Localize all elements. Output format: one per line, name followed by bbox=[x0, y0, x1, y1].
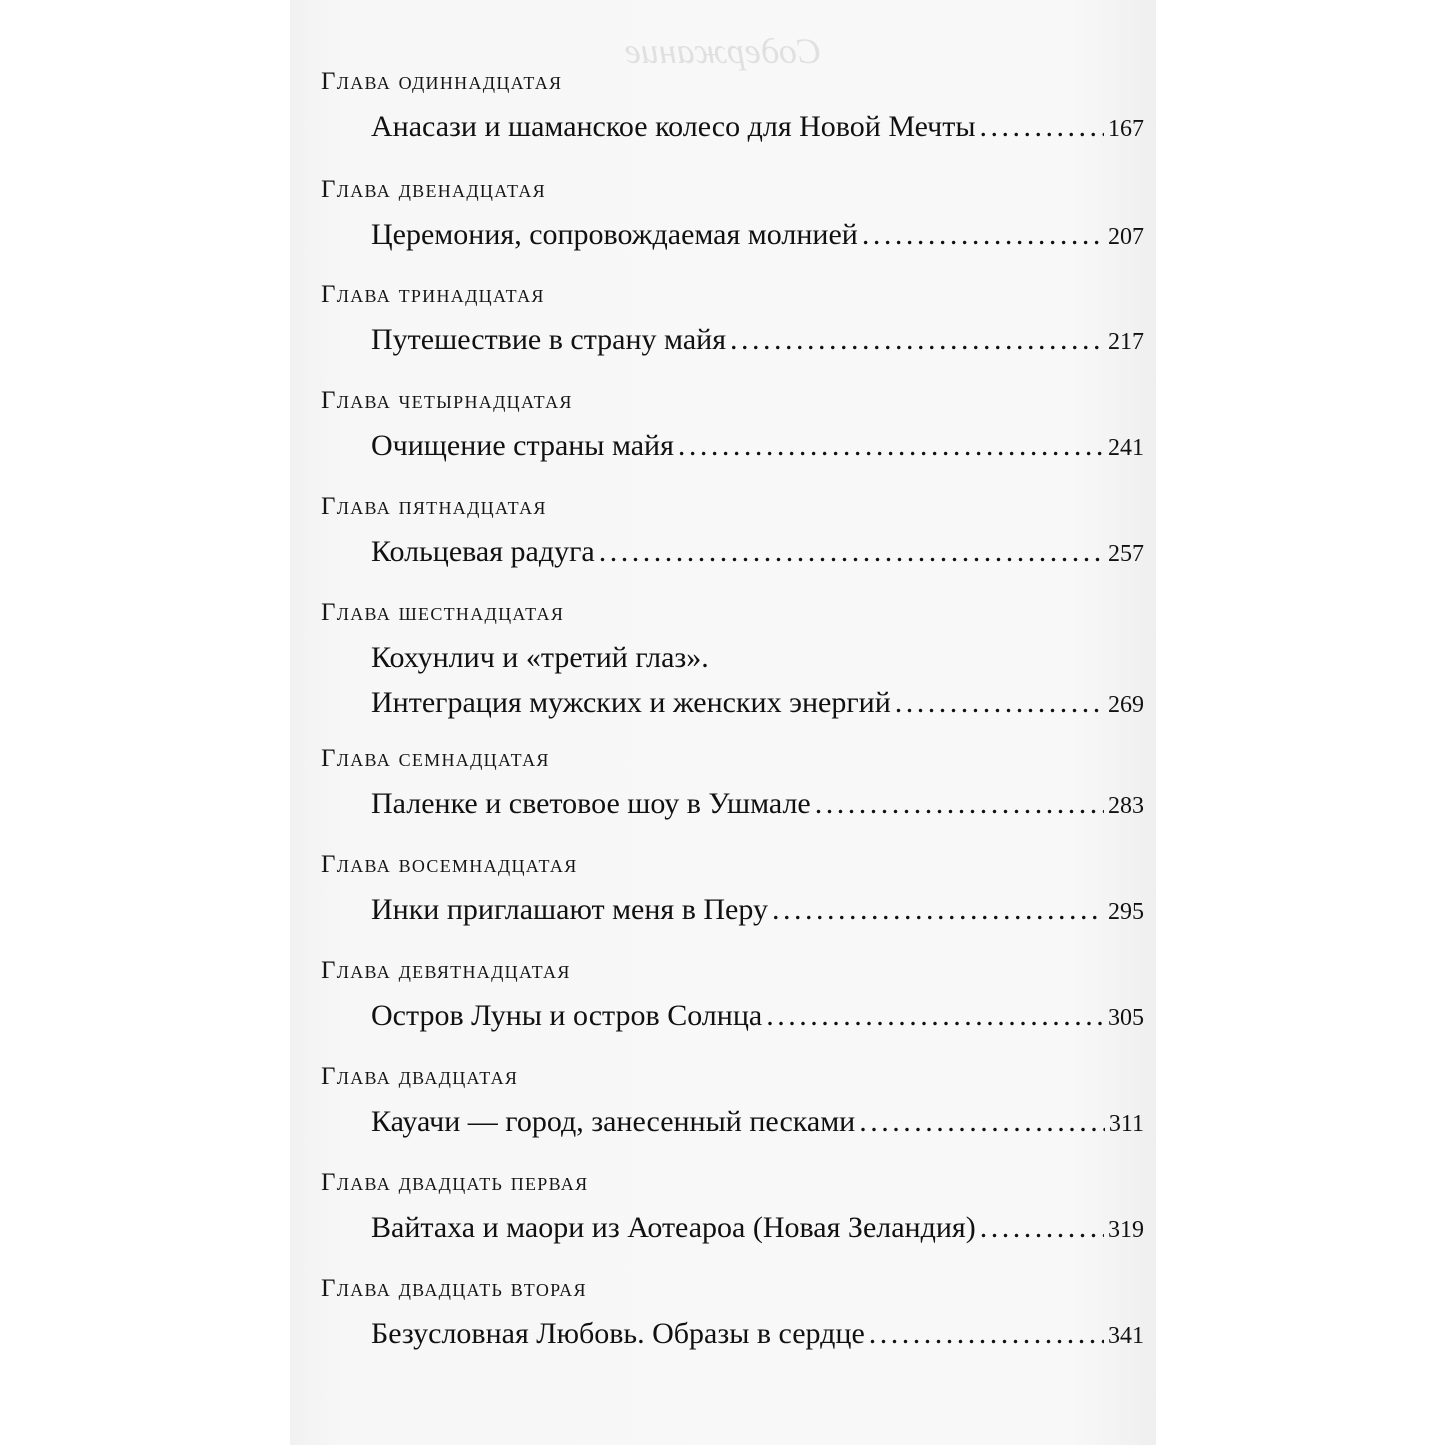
toc-entry bbox=[371, 1105, 1144, 1139]
toc-entry bbox=[371, 218, 1144, 252]
page-number: 167 bbox=[1108, 116, 1144, 142]
chapter-title: Анасази и шаманское колесо для Новой Мечты bbox=[371, 110, 976, 143]
page-number: 283 bbox=[1108, 793, 1144, 819]
chapter-heading: Глава пятнадцатая bbox=[321, 493, 547, 520]
dot-leader bbox=[980, 1211, 1104, 1245]
dot-leader bbox=[895, 686, 1104, 720]
chapter-heading: Глава двадцать первая bbox=[321, 1169, 589, 1196]
page-number: 295 bbox=[1108, 899, 1144, 925]
chapter-heading: Глава двадцать вторая bbox=[321, 1275, 587, 1302]
page-number: 305 bbox=[1108, 1005, 1144, 1031]
chapter-title: Паленке и световое шоу в Ушмале bbox=[371, 787, 811, 820]
dot-leader bbox=[869, 1317, 1104, 1351]
chapter-title: Инки приглашают меня в Перу bbox=[371, 893, 768, 926]
page-number: 319 bbox=[1108, 1217, 1144, 1243]
chapter-title: Кауачи — город, занесенный песками bbox=[371, 1105, 856, 1138]
chapter-heading: Глава восемнадцатая bbox=[321, 851, 578, 878]
toc-entry bbox=[371, 1211, 1144, 1245]
toc-entry bbox=[371, 535, 1144, 569]
book-page bbox=[290, 0, 1156, 1445]
chapter-title: Кохунлич и «третий глаз». bbox=[371, 641, 709, 674]
toc-entry bbox=[371, 641, 1144, 675]
dot-leader bbox=[772, 893, 1104, 927]
dot-leader bbox=[859, 1105, 1105, 1139]
dot-leader bbox=[730, 323, 1104, 357]
toc-entry bbox=[371, 999, 1144, 1033]
chapter-heading: Глава шестнадцатая bbox=[321, 599, 565, 626]
dot-leader bbox=[766, 999, 1104, 1033]
toc-entry bbox=[371, 893, 1144, 927]
chapter-heading: Глава четырнадцатая bbox=[321, 387, 573, 414]
chapter-title: Безусловная Любовь. Образы в сердце bbox=[371, 1317, 865, 1350]
toc-entry bbox=[371, 787, 1144, 821]
chapter-heading: Глава двадцатая bbox=[321, 1063, 519, 1090]
bleed-through-title: Содержание bbox=[624, 31, 822, 71]
chapter-title: Остров Луны и остров Солнца bbox=[371, 999, 763, 1032]
page-number: 241 bbox=[1108, 435, 1144, 461]
page-number: 207 bbox=[1108, 224, 1144, 250]
toc-entry bbox=[371, 1317, 1144, 1351]
page-number: 311 bbox=[1108, 1111, 1144, 1137]
dot-leader bbox=[815, 787, 1104, 821]
chapter-heading: Глава одиннадцатая bbox=[321, 68, 563, 95]
dot-leader bbox=[678, 429, 1104, 463]
toc-entry bbox=[371, 323, 1144, 357]
chapter-heading: Глава тринадцатая bbox=[321, 281, 545, 308]
toc-entry bbox=[371, 429, 1144, 463]
page-number: 269 bbox=[1108, 692, 1144, 718]
chapter-title: Очищение страны майя bbox=[371, 429, 674, 462]
toc-entry bbox=[371, 686, 1144, 720]
chapter-heading: Глава семнадцатая bbox=[321, 745, 550, 772]
chapter-title: Путешествие в страну майя bbox=[371, 323, 726, 356]
chapter-title: Кольцевая радуга bbox=[371, 535, 595, 568]
page-number: 217 bbox=[1108, 329, 1144, 355]
toc-entry bbox=[371, 110, 1144, 144]
chapter-title: Вайтаха и маори из Аотеароа (Новая Зеландия) bbox=[371, 1211, 976, 1244]
chapter-title: Интеграция мужских и женских энергий bbox=[371, 686, 891, 719]
dot-leader bbox=[980, 110, 1104, 144]
page-number: 341 bbox=[1108, 1323, 1144, 1349]
page-number: 257 bbox=[1108, 541, 1144, 567]
chapter-heading: Глава девятнадцатая bbox=[321, 957, 571, 984]
dot-leader bbox=[862, 218, 1104, 252]
dot-leader bbox=[599, 535, 1104, 569]
chapter-title: Церемония, сопровождаемая молнией bbox=[371, 218, 858, 251]
chapter-heading: Глава двенадцатая bbox=[321, 176, 546, 203]
